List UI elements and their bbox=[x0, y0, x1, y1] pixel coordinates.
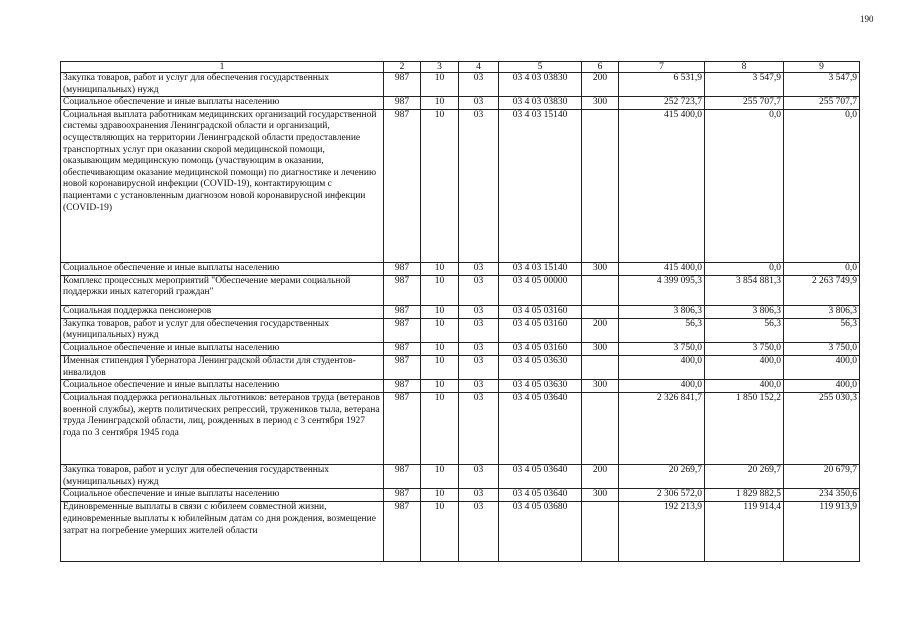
cell-admin-code: 987 bbox=[384, 342, 421, 355]
col-header-4: 4 bbox=[459, 62, 499, 73]
cell-description: Закупка товаров, работ и услуг для обеспечения государственных (муниципальных) нужд bbox=[61, 73, 384, 97]
cell-target-article: 03 4 03 03830 bbox=[499, 73, 582, 97]
cell-amount-year-1: 415 400,0 bbox=[619, 262, 705, 275]
cell-amount-year-3: 119 913,9 bbox=[784, 502, 860, 562]
cell-section: 10 bbox=[421, 262, 459, 275]
col-header-3: 3 bbox=[421, 62, 459, 73]
cell-amount-year-3: 400,0 bbox=[784, 380, 860, 393]
cell-amount-year-3: 0,0 bbox=[784, 262, 860, 275]
cell-amount-year-3: 234 350,6 bbox=[784, 489, 860, 502]
cell-description: Социальная поддержка региональных льготников: ветеранов труда (ветеранов военной службы), жертв политических репрессий, тружеников тыла, ветерана труда Ленинградской области, лиц, рожденных в период с 3 сентября 1927 года по 3 сентября 1945 года bbox=[61, 393, 384, 465]
cell-subsection: 03 bbox=[459, 305, 499, 318]
table-row bbox=[61, 305, 860, 318]
cell-section: 10 bbox=[421, 342, 459, 355]
cell-subsection: 03 bbox=[459, 318, 499, 342]
cell-section: 10 bbox=[421, 275, 459, 305]
cell-expense-type: 200 bbox=[582, 318, 619, 342]
cell-amount-year-2: 1 850 152,2 bbox=[705, 393, 784, 465]
cell-amount-year-1: 400,0 bbox=[619, 380, 705, 393]
cell-subsection: 03 bbox=[459, 109, 499, 262]
cell-amount-year-3: 3 750,0 bbox=[784, 342, 860, 355]
cell-description: Социальное обеспечение и иные выплаты населению bbox=[61, 380, 384, 393]
cell-section: 10 bbox=[421, 465, 459, 489]
cell-target-article: 03 4 05 03640 bbox=[499, 465, 582, 489]
cell-description: Социальное обеспечение и иные выплаты населению bbox=[61, 97, 384, 110]
cell-description: Социальное обеспечение и иные выплаты населению bbox=[61, 489, 384, 502]
cell-amount-year-1: 2 306 572,0 bbox=[619, 489, 705, 502]
cell-admin-code: 987 bbox=[384, 262, 421, 275]
cell-expense-type: 300 bbox=[582, 489, 619, 502]
cell-amount-year-1: 6 531,9 bbox=[619, 73, 705, 97]
cell-subsection: 03 bbox=[459, 465, 499, 489]
cell-admin-code: 987 bbox=[384, 502, 421, 562]
cell-admin-code: 987 bbox=[384, 305, 421, 318]
table-row bbox=[61, 465, 860, 489]
budget-table bbox=[60, 61, 860, 562]
cell-subsection: 03 bbox=[459, 262, 499, 275]
col-header-9: 9 bbox=[784, 62, 860, 73]
cell-target-article: 03 4 05 03160 bbox=[499, 342, 582, 355]
cell-description: Закупка товаров, работ и услуг для обеспечения государственных (муниципальных) нужд bbox=[61, 318, 384, 342]
cell-subsection: 03 bbox=[459, 97, 499, 110]
cell-amount-year-3: 2 263 749,9 bbox=[784, 275, 860, 305]
cell-subsection: 03 bbox=[459, 275, 499, 305]
cell-expense-type: 200 bbox=[582, 465, 619, 489]
cell-expense-type bbox=[582, 109, 619, 262]
cell-description: Социальное обеспечение и иные выплаты населению bbox=[61, 262, 384, 275]
cell-description: Социальное обеспечение и иные выплаты населению bbox=[61, 342, 384, 355]
cell-amount-year-2: 20 269,7 bbox=[705, 465, 784, 489]
cell-amount-year-2: 3 750,0 bbox=[705, 342, 784, 355]
cell-amount-year-3: 400,0 bbox=[784, 355, 860, 379]
table-row bbox=[61, 342, 860, 355]
cell-amount-year-1: 415 400,0 bbox=[619, 109, 705, 262]
table-row bbox=[61, 489, 860, 502]
cell-subsection: 03 bbox=[459, 355, 499, 379]
cell-amount-year-1: 56,3 bbox=[619, 318, 705, 342]
cell-amount-year-3: 255 030,3 bbox=[784, 393, 860, 465]
cell-section: 10 bbox=[421, 305, 459, 318]
cell-target-article: 03 4 03 15140 bbox=[499, 262, 582, 275]
cell-expense-type: 300 bbox=[582, 262, 619, 275]
cell-amount-year-2: 3 806,3 bbox=[705, 305, 784, 318]
cell-admin-code: 987 bbox=[384, 97, 421, 110]
cell-subsection: 03 bbox=[459, 73, 499, 97]
cell-description: Единовременные выплаты в связи с юбилеем совместной жизни, единовременные выплаты к юбилейным датам со дня рождения, возмещение затрат на погребение умерших жителей области bbox=[61, 502, 384, 562]
cell-section: 10 bbox=[421, 73, 459, 97]
cell-amount-year-3: 3 547,9 bbox=[784, 73, 860, 97]
cell-target-article: 03 4 03 15140 bbox=[499, 109, 582, 262]
cell-section: 10 bbox=[421, 380, 459, 393]
cell-description: Комплекс процессных мероприятий "Обеспечение мерами социальной поддержки иных категорий граждан" bbox=[61, 275, 384, 305]
cell-section: 10 bbox=[421, 502, 459, 562]
table-row bbox=[61, 97, 860, 110]
cell-section: 10 bbox=[421, 393, 459, 465]
cell-amount-year-1: 3 750,0 bbox=[619, 342, 705, 355]
cell-target-article: 03 4 05 03160 bbox=[499, 318, 582, 342]
cell-admin-code: 987 bbox=[384, 393, 421, 465]
cell-target-article: 03 4 03 03830 bbox=[499, 97, 582, 110]
cell-amount-year-1: 4 399 095,3 bbox=[619, 275, 705, 305]
cell-subsection: 03 bbox=[459, 393, 499, 465]
cell-expense-type: 300 bbox=[582, 380, 619, 393]
table-header-row bbox=[61, 62, 860, 73]
table-row bbox=[61, 355, 860, 379]
cell-description: Именная стипендия Губернатора Ленинградской области для студентов-инвалидов bbox=[61, 355, 384, 379]
cell-expense-type bbox=[582, 393, 619, 465]
cell-subsection: 03 bbox=[459, 489, 499, 502]
cell-admin-code: 987 bbox=[384, 275, 421, 305]
cell-description: Социальная поддержка пенсионеров bbox=[61, 305, 384, 318]
cell-amount-year-2: 0,0 bbox=[705, 262, 784, 275]
cell-admin-code: 987 bbox=[384, 355, 421, 379]
cell-amount-year-3: 20 679,7 bbox=[784, 465, 860, 489]
table-row bbox=[61, 275, 860, 305]
cell-section: 10 bbox=[421, 97, 459, 110]
table-row bbox=[61, 262, 860, 275]
col-header-2: 2 bbox=[384, 62, 421, 73]
table-row bbox=[61, 73, 860, 97]
table-row bbox=[61, 502, 860, 562]
cell-amount-year-3: 0,0 bbox=[784, 109, 860, 262]
cell-expense-type: 300 bbox=[582, 342, 619, 355]
cell-amount-year-1: 2 326 841,7 bbox=[619, 393, 705, 465]
cell-subsection: 03 bbox=[459, 342, 499, 355]
cell-target-article: 03 4 05 03630 bbox=[499, 380, 582, 393]
table-row bbox=[61, 380, 860, 393]
cell-amount-year-2: 0,0 bbox=[705, 109, 784, 262]
cell-amount-year-2: 3 547,9 bbox=[705, 73, 784, 97]
cell-admin-code: 987 bbox=[384, 73, 421, 97]
cell-expense-type: 300 bbox=[582, 97, 619, 110]
cell-amount-year-3: 255 707,7 bbox=[784, 97, 860, 110]
cell-section: 10 bbox=[421, 489, 459, 502]
cell-amount-year-2: 3 854 881,3 bbox=[705, 275, 784, 305]
cell-description: Социальная выплата работникам медицинских организаций государственной системы здравоохранения Ленинградской области и организаций, осуществляющих на территории Ленинградской области предоставление транспортных услуг при оказании скорой медицинской помощи, оказывающим медицинскую помощь (участвующим в оказании, обеспечивающим оказание медицинской помощи) по диагностике и лечению новой коронавирусной инфекции (COVID-19), контактирующим с пациентами с установленным диагнозом новой коронавирусной инфекции (COVID-19) bbox=[61, 109, 384, 262]
cell-expense-type bbox=[582, 355, 619, 379]
col-header-6: 6 bbox=[582, 62, 619, 73]
cell-amount-year-3: 56,3 bbox=[784, 318, 860, 342]
cell-amount-year-2: 1 829 882,5 bbox=[705, 489, 784, 502]
cell-amount-year-1: 3 806,3 bbox=[619, 305, 705, 318]
cell-amount-year-2: 119 914,4 bbox=[705, 502, 784, 562]
col-header-5: 5 bbox=[499, 62, 582, 73]
cell-admin-code: 987 bbox=[384, 380, 421, 393]
cell-admin-code: 987 bbox=[384, 465, 421, 489]
cell-target-article: 03 4 05 03640 bbox=[499, 489, 582, 502]
cell-target-article: 03 4 05 03160 bbox=[499, 305, 582, 318]
cell-target-article: 03 4 05 03680 bbox=[499, 502, 582, 562]
cell-amount-year-1: 20 269,7 bbox=[619, 465, 705, 489]
cell-target-article: 03 4 05 03630 bbox=[499, 355, 582, 379]
cell-target-article: 03 4 05 03640 bbox=[499, 393, 582, 465]
cell-amount-year-1: 252 723,7 bbox=[619, 97, 705, 110]
cell-expense-type bbox=[582, 305, 619, 318]
col-header-1: 1 bbox=[61, 62, 384, 73]
table-row bbox=[61, 109, 860, 262]
cell-amount-year-1: 400,0 bbox=[619, 355, 705, 379]
cell-subsection: 03 bbox=[459, 502, 499, 562]
table-row bbox=[61, 393, 860, 465]
cell-admin-code: 987 bbox=[384, 109, 421, 262]
cell-section: 10 bbox=[421, 355, 459, 379]
table-row bbox=[61, 318, 860, 342]
cell-admin-code: 987 bbox=[384, 318, 421, 342]
page-number: 190 bbox=[860, 14, 874, 24]
cell-admin-code: 987 bbox=[384, 489, 421, 502]
cell-amount-year-1: 192 213,9 bbox=[619, 502, 705, 562]
cell-amount-year-2: 255 707,7 bbox=[705, 97, 784, 110]
cell-expense-type: 200 bbox=[582, 73, 619, 97]
col-header-7: 7 bbox=[619, 62, 705, 73]
cell-description: Закупка товаров, работ и услуг для обеспечения государственных (муниципальных) нужд bbox=[61, 465, 384, 489]
cell-amount-year-2: 400,0 bbox=[705, 355, 784, 379]
cell-target-article: 03 4 05 00000 bbox=[499, 275, 582, 305]
cell-expense-type bbox=[582, 502, 619, 562]
cell-subsection: 03 bbox=[459, 380, 499, 393]
col-header-8: 8 bbox=[705, 62, 784, 73]
cell-section: 10 bbox=[421, 318, 459, 342]
cell-amount-year-2: 400,0 bbox=[705, 380, 784, 393]
cell-expense-type bbox=[582, 275, 619, 305]
cell-amount-year-3: 3 806,3 bbox=[784, 305, 860, 318]
cell-section: 10 bbox=[421, 109, 459, 262]
table-body bbox=[61, 73, 860, 562]
cell-amount-year-2: 56,3 bbox=[705, 318, 784, 342]
